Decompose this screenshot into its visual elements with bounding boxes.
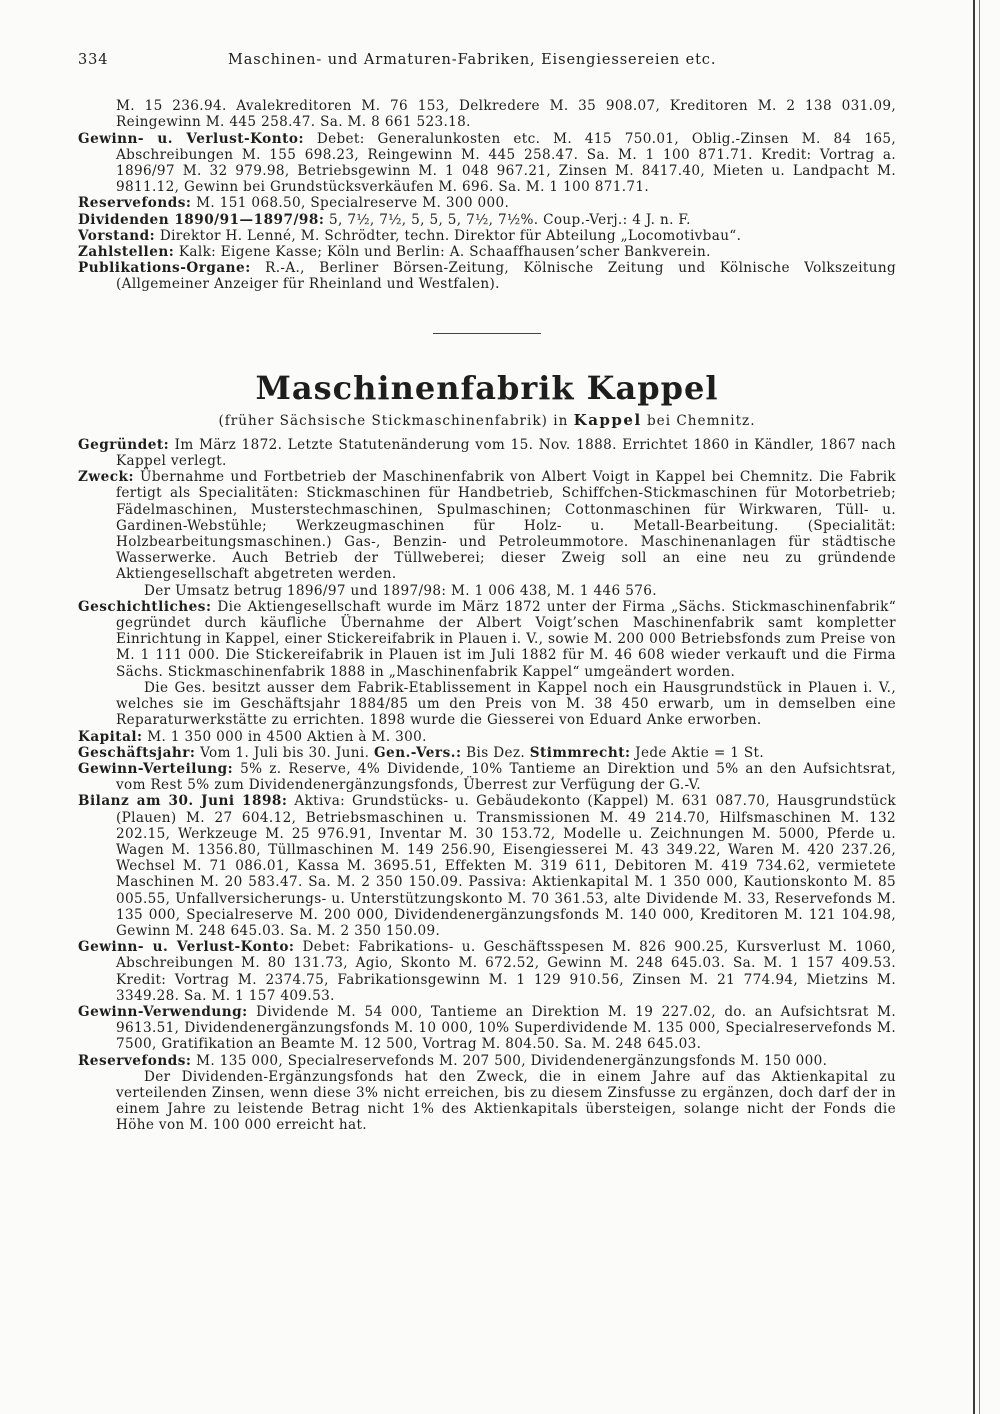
section-label: Geschichtliches: (78, 598, 212, 615)
prev-publikations-organe (78, 260, 896, 292)
geschichtliches (78, 599, 896, 680)
gewinn-verwendung (78, 1004, 896, 1053)
section-label: Reservefonds: (78, 1052, 192, 1069)
section-label: Gewinn- u. Verlust-Konto: (78, 939, 295, 956)
geschaeftsjahr (78, 745, 896, 761)
page-edge-line-inner (979, 0, 980, 1414)
zweck (78, 469, 896, 582)
page-number: 334 (78, 52, 109, 68)
running-title: Maschinen- und Armaturen-Fabriken, Eisengiessereien etc. (228, 52, 717, 68)
subtitle-after: bei Chemnitz. (646, 412, 756, 429)
section-label: Dividenden 1890/91—1897/98: (78, 211, 325, 228)
section-label: Zweck: (78, 469, 134, 486)
company-subtitle (78, 412, 896, 429)
section-text: M. 1 350 000 in 4500 Aktien à M. 300. (147, 728, 427, 745)
company-title: Maschinenfabrik Kappel (255, 368, 719, 407)
section-label: Vorstand: (78, 227, 156, 244)
prev-zahlstellen (78, 244, 896, 260)
subtitle-before: (früher Sächsische Stickmaschinenfabrik) in (218, 412, 569, 429)
section-text: Übernahme und Fortbetrieb der Maschinenfabrik von Albert Voigt in Kappel bei Chemnitz. Die Fabrik fertigt als Specialitäten: Stickmaschinen für Handbetrieb, Schiffchen-Stickmaschinen für Motorbetrieb; Fädelmaschinen, Musterstechmaschinen, Spulmaschinen; Cottonmaschinen für Wirkwaren, Tüll- u. Gardinen-Webstühle; Werkzeugmaschinen für Holz- u. Metall-Bearbeitung. (Specialität: Holzbearbeitungsmaschinen.) Gas-, Benzin- und Petroleummotore. Maschinenanlagen für städtische Wasserwerke. Auch Betrieb der Tüllweberei; dieser Zweig soll an eine neu zu gründende Aktiengesellschaft abgetreten werden. (116, 469, 897, 583)
section-divider (433, 333, 541, 334)
prev-reservefonds (78, 195, 896, 211)
section-label: Zahlstellen: (78, 244, 175, 261)
running-header (78, 52, 896, 68)
section-text: Jede Aktie = 1 St. (635, 744, 765, 761)
bilanz (78, 793, 896, 939)
section-text: Direktor H. Lenné, M. Schrödter, techn. Direktor für Abteilung „Locomotivbau“. (159, 227, 742, 244)
besitz: Die Ges. besitzt ausser dem Fabrik-Etablissement in Kappel noch ein Hausgrundstück in Plauen i. V., welches sie im Geschäftsjahr 1884/85 um den Preis von M. 38 450 erwarb, um in demselben eine Reparaturwerkstätte zu errichten. 1898 wurde die Giesserei von Eduard Anke erworben. (116, 679, 896, 729)
document-page (78, 52, 896, 1134)
section-text: Die Aktiengesellschaft wurde im März 1872 unter der Firma „Sächs. Stickmaschinenfabrik“ gegründet durch käufliche Übernahme der Albert Voigt’schen Maschinenfabrik samt kompletter Einrichtung in Kappel, einer Stickereifabrik in Plauen i. V., sowie M. 200 000 Betriebsfonds zum Preise von M. 1 111 000. Die Stickereifabrik in Plauen ist im Juli 1882 für M. 46 608 wieder verkauft und die Firma Sächs. Stickmaschinenfabrik 1888 in „Maschinenfabrik Kappel“ umgeändert worden. (116, 598, 897, 680)
reservefonds-note: Der Dividenden-Ergänzungsfonds hat den Zweck, die in einem Jahre auf das Aktienkapital zu verteilenden Zinsen, wenn diese 3% nicht erreichen, bis zu diesem Zinsfusse zu ergänzen, doch darf der in einem Jahre zu leistende Betrag nicht 1% des Aktienkapitals übersteigen, solange nicht der Fonds die Höhe von M. 100 000 erreicht hat. (116, 1068, 896, 1134)
section-text: R.-A., Berliner Börsen-Zeitung, Kölnische Zeitung und Kölnische Volkszeitung (Allgemeiner Anzeiger für Rheinland und Westfalen). (116, 260, 897, 293)
section-text: Kalk: Eigene Kasse; Köln und Berlin: A. Schaaffhausen’scher Bankverein. (178, 244, 711, 261)
section-label: Gewinn- u. Verlust-Konto: (78, 130, 304, 147)
kapital (78, 729, 896, 745)
prev-dividenden (78, 212, 896, 228)
section-text: Bis Dez. (466, 744, 526, 761)
section-label: Reservefonds: (78, 195, 192, 212)
subtitle-place: Kappel (573, 410, 642, 429)
gegruendet (78, 437, 896, 469)
section-text: Im März 1872. Letzte Statutenänderung vom 15. Nov. 1888. Errichtet 1860 in Kändler, 1867 nach Kappel verlegt. (116, 436, 896, 470)
section-text: M. 151 068.50, Specialreserve M. 300 000. (196, 195, 510, 212)
page-edge-line (973, 0, 975, 1414)
section-text: 5% z. Reserve, 4% Dividende, 10% Tantieme an Direktion und 5% an den Aufsichtsrat, vom Rest 5% zum Dividendenergänzungsfonds, Überrest zur Verfügung der G.-V. (116, 760, 896, 794)
section-text: 5, 7½, 7½, 5, 5, 5, 7½, 7½%. Coup.-Verj.: 4 J. n. F. (329, 211, 691, 228)
section-label: Geschäftsjahr: (78, 744, 196, 761)
section-text: Dividende M. 54 000, Tantieme an Direktion M. 19 227.02, do. an Aufsichtsrat M. 9613.51, Dividendenergänzungsfonds M. 10 000, 10% Superdividende M. 135 000, Specialreservefonds M. 7500, Gratifikation an Beamte M. 12 500, Vortrag M. 804.50. Sa. M. 248 645.03. (116, 1003, 896, 1053)
section-text: Debet: Fabrikations- u. Geschäftsspesen M. 826 900.25, Kursverlust M. 1060, Abschreibungen M. 80 131.73, Agio, Skonto M. 672.52, Gewinn M. 248 645.03. Sa. M. 1 157 409.53. Kredit: Vortrag M. 2374.75, Fabrikationsgewinn M. 1 129 910.56, Zinsen M. 21 774.94, Mietzins M. 3349.28. Sa. M. 1 157 409.53. (116, 939, 896, 1004)
section-text: Vom 1. Juli bis 30. Juni. (200, 744, 370, 761)
section-label: Gewinn-Verteilung: (78, 760, 234, 777)
gewinn-verteilung (78, 761, 896, 793)
section-label: Bilanz am 30. Juni 1898: (78, 793, 288, 810)
section-label: Publikations-Organe: (78, 260, 251, 277)
section-label: Stimmrecht: (529, 744, 631, 761)
umsatz: Der Umsatz betrug 1896/97 und 1897/98: M. 1 006 438, M. 1 446 576. (144, 582, 657, 599)
section-label: Gewinn-Verwendung: (78, 1003, 248, 1020)
section-text: Aktiva: Grundstücks- u. Gebäudekonto (Kappel) M. 631 087.70, Hausgrundstück (Plauen) M. 27 604.12, Betriebsmaschinen u. Transmissionen M. 49 214.70, Hilfsmaschinen M. 132 202.15, Werkzeuge M. 25 976.91, Inventar M. 30 153.72, Modelle u. Zeichnungen M. 5000, Pferde u. Wagen M. 1356.80, Tüllmaschinen M. 149 256.90, Eisengiesserei M. 43 349.22, Waren M. 420 237.26, Wechsel M. 71 086.01, Kassa M. 3695.51, Effekten M. 319 611, Debitoren M. 419 734.62, vermietete Maschinen M. 20 583.47. Sa. M. 2 350 150.09. Passiva: Aktienkapital M. 1 350 000, Kautionskonto M. 85 005.55, Unfallversicherungs- u. Unterstützungskonto M. 70 361.53, alte Dividende M. 33, Reservefonds M. 135 000, Specialreserve M. 200 000, Dividendenergänzungsfonds M. 140 000, Kreditoren M. 121 104.98, Gewinn M. 248 645.03. Sa. M. 2 350 150.09. (116, 793, 897, 939)
prev-vorstand (78, 228, 896, 244)
section-text: Debet: Generalunkosten etc. M. 415 750.01, Oblig.-Zinsen M. 84 165, Abschreibungen M. 155 698.23, Reingewinn M. 445 258.47. Sa. M. 1 100 871.71. Kredit: Vortrag a. 1896/97 M. 32 979.98, Betriebsgewinn M. 1 048 967.21, Zinsen M. 8417.40, Mieten u. Landpacht M. 9811.12, Gewinn bei Grundstücksverkäufen M. 696. Sa. M. 1 100 871.71. (116, 130, 896, 196)
prev-gv-konto (78, 131, 896, 196)
section-label: Gegründet: (78, 436, 170, 453)
section-label: Gen.-Vers.: (373, 744, 462, 761)
section-text: M. 135 000, Specialreservefonds M. 207 500, Dividendenergänzungsfonds M. 150 000. (196, 1052, 828, 1069)
section-label: Kapital: (78, 728, 143, 745)
prev-balance-continuation: M. 15 236.94. Avalekreditoren M. 76 153, Delkredere M. 35 908.07, Kreditoren M. 2 138 031.09, Reingewinn M. 445 258.47. Sa. M. 8 661 523.18. (116, 98, 896, 131)
reservefonds (78, 1053, 896, 1069)
gewinn-verlust-konto (78, 939, 896, 1004)
